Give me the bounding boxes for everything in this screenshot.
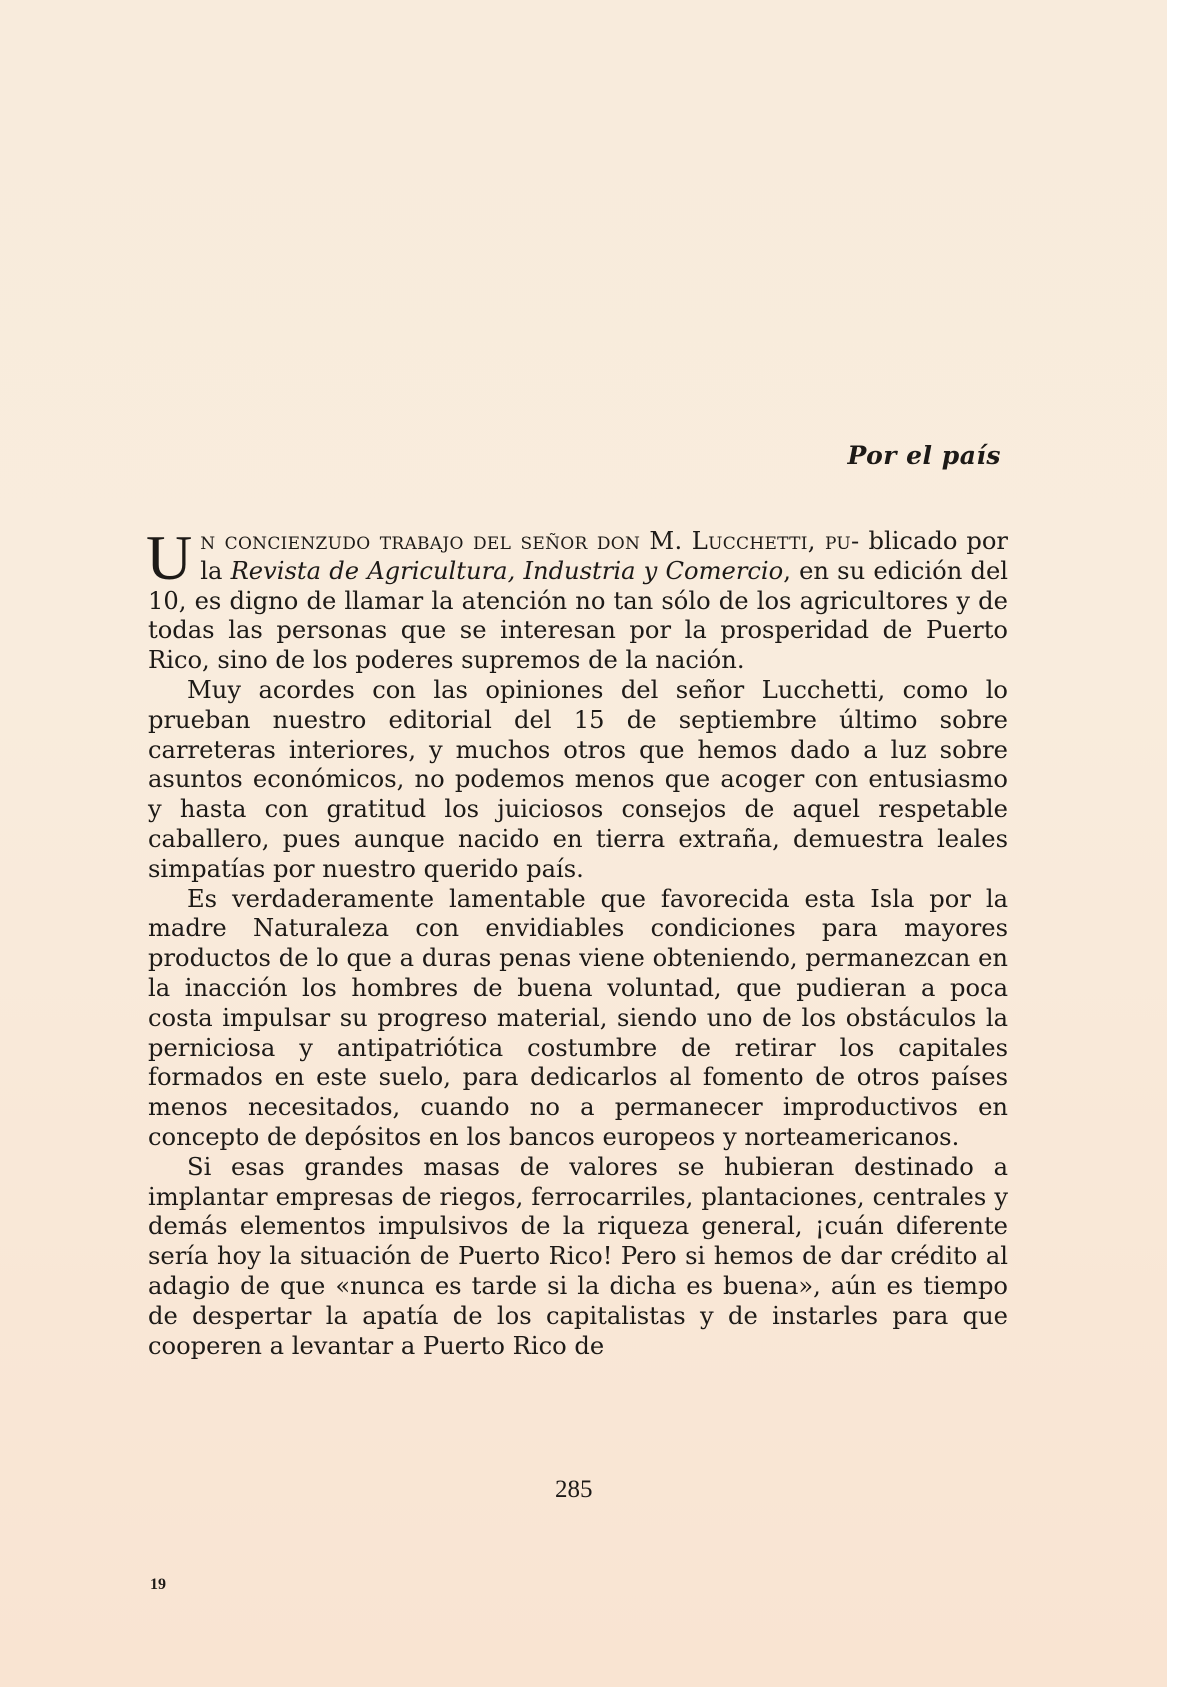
article-body bbox=[146, 522, 1008, 1361]
signature-mark: 19 bbox=[150, 1576, 166, 1593]
paragraph-3: Es verdaderamente lamentable que favorecida esta Isla por la madre Naturaleza con envidiables condiciones para mayores productos de lo que a duras penas viene obteniendo, permanezcan en la inacción los hombres de buena voluntad, que pudieran a poca costa impulsar su progreso material, siendo uno de los obstáculos la perniciosa y antipatriótica costumbre de retirar los capitales formados en este suelo, para dedicarlos al fomento de otros países menos necesitados, cuando no a permanecer improductivos en concepto de depósitos en los bancos europeos y norteamericanos. bbox=[148, 884, 1008, 1151]
paragraph-1-text-b: , en su edición del 10, es digno de llamar la atención no tan sólo de los agricultores y de todas las personas que se interesan por la prosperidad de Puerto Rico, sino de los poderes supremos de la nación. bbox=[148, 556, 1008, 675]
paragraph-1 bbox=[146, 522, 1008, 676]
page-edge bbox=[1167, 0, 1177, 1687]
section-title: Por el país bbox=[847, 441, 1001, 470]
paragraph-4: Si esas grandes masas de valores se hubieran destinado a implantar empresas de riegos, ferrocarriles, plantaciones, centrales y demás elementos impulsivos de la riqueza general, ¡cuán diferente sería hoy la situación de Puerto Rico! Pero si hemos de dar crédito al adagio de que «nunca es tarde si la dicha es buena», aún es tiempo de despertar la apatía de los capitalistas y de instarles para que cooperen a levantar a Puerto Rico de bbox=[148, 1152, 1008, 1360]
paragraph-2: Muy acordes con las opiniones del señor Lucchetti, como lo prueban nuestro editorial del 15 de septiembre último sobre carreteras interiores, y muchos otros que hemos dado a luz sobre asuntos económicos, no podemos menos que acoger con entusiasmo y hasta con gratitud los juiciosos consejos de aquel respetable caballero, pues aunque nacido en tierra extraña, demuestra leales simpatías por nuestro querido país. bbox=[148, 675, 1008, 883]
page-number: 285 bbox=[555, 1476, 593, 1503]
journal-title: Revista de Agricultura, Industria y Comercio bbox=[230, 556, 784, 585]
opening-smallcaps: n concienzudo trabajo del señor don M. Lucchetti, pu- bbox=[200, 527, 860, 555]
paragraph-1-text-a: blicado por la bbox=[200, 527, 1008, 585]
drop-cap: U bbox=[146, 522, 193, 593]
